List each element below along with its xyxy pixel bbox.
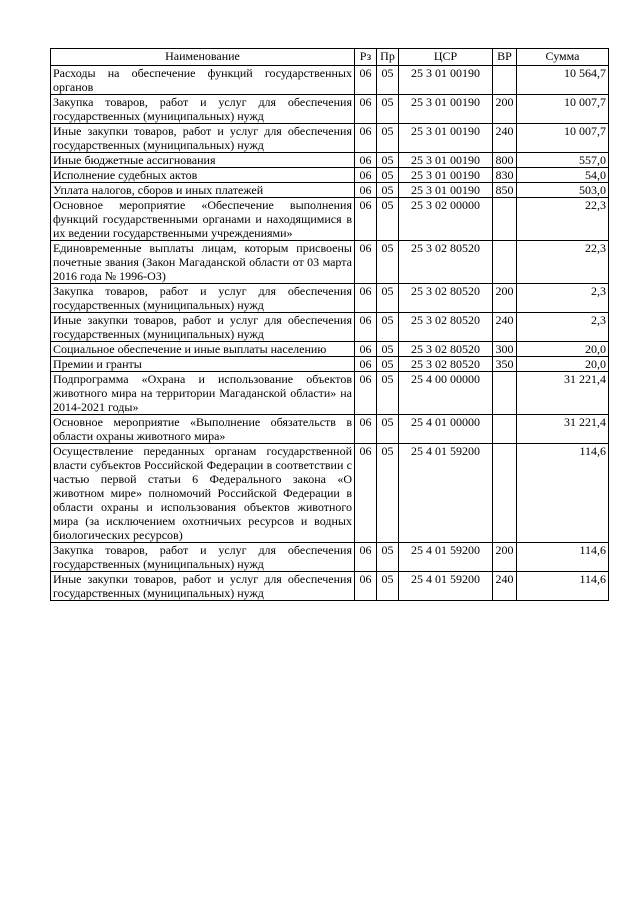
cell-pr: 05: [377, 543, 399, 572]
cell-csr: 25 4 01 59200: [399, 572, 493, 601]
cell-name: Закупка товаров, работ и услуг для обеспечения государственных (муниципальных) нужд: [51, 284, 355, 313]
cell-pr: 05: [377, 372, 399, 415]
cell-vr: [493, 198, 517, 241]
cell-sum: 20,0: [517, 342, 609, 357]
cell-vr: 800: [493, 153, 517, 168]
cell-pr: 05: [377, 168, 399, 183]
cell-name: Осуществление переданных органам государственной власти субъектов Российской Федерации в соответствии с частью первой статьи 6 Федерального закона «О животном мире» полномочий Российской Федерации в области охраны и использования объектов животного мира (за исключением охотничьих ресурсов и водных биологических ресурсов): [51, 444, 355, 543]
cell-name: Единовременные выплаты лицам, которым присвоены почетные звания (Закон Магаданской области от 03 марта 2016 года № 1996-ОЗ): [51, 241, 355, 284]
cell-sum: 10 007,7: [517, 95, 609, 124]
cell-sum: 114,6: [517, 543, 609, 572]
table-row: [51, 415, 609, 444]
cell-name: Основное мероприятие «Обеспечение выполнения функций государственными органами и находящимися в их ведении государственными учреждениями»: [51, 198, 355, 241]
cell-pr: 05: [377, 198, 399, 241]
cell-name: Расходы на обеспечение функций государственных органов: [51, 66, 355, 95]
table-body: [51, 66, 609, 601]
cell-csr: 25 3 01 00190: [399, 183, 493, 198]
table-row: [51, 66, 609, 95]
cell-rz: 06: [355, 415, 377, 444]
table-row: [51, 357, 609, 372]
cell-name: Иные закупки товаров, работ и услуг для обеспечения государственных (муниципальных) нужд: [51, 572, 355, 601]
cell-name: Закупка товаров, работ и услуг для обеспечения государственных (муниципальных) нужд: [51, 95, 355, 124]
table-row: [51, 95, 609, 124]
header-name: Наименование: [51, 49, 355, 66]
cell-vr: 830: [493, 168, 517, 183]
cell-sum: 557,0: [517, 153, 609, 168]
cell-pr: 05: [377, 284, 399, 313]
cell-csr: 25 4 00 00000: [399, 372, 493, 415]
cell-pr: 05: [377, 342, 399, 357]
cell-sum: 22,3: [517, 241, 609, 284]
cell-sum: 54,0: [517, 168, 609, 183]
cell-name: Исполнение судебных актов: [51, 168, 355, 183]
budget-table: [50, 48, 609, 601]
cell-csr: 25 3 01 00190: [399, 95, 493, 124]
cell-vr: 240: [493, 124, 517, 153]
cell-vr: 300: [493, 342, 517, 357]
cell-name: Основное мероприятие «Выполнение обязательств в области охраны животного мира»: [51, 415, 355, 444]
table-row: [51, 342, 609, 357]
cell-sum: 114,6: [517, 572, 609, 601]
cell-csr: 25 3 02 80520: [399, 241, 493, 284]
table-row: [51, 241, 609, 284]
cell-rz: 06: [355, 95, 377, 124]
cell-vr: 200: [493, 284, 517, 313]
cell-rz: 06: [355, 284, 377, 313]
cell-vr: 240: [493, 313, 517, 342]
cell-pr: 05: [377, 183, 399, 198]
cell-rz: 06: [355, 153, 377, 168]
cell-csr: 25 3 02 80520: [399, 313, 493, 342]
cell-csr: 25 3 02 80520: [399, 284, 493, 313]
cell-vr: 240: [493, 572, 517, 601]
cell-pr: 05: [377, 357, 399, 372]
cell-rz: 06: [355, 66, 377, 95]
table-row: [51, 153, 609, 168]
cell-name: Иные закупки товаров, работ и услуг для обеспечения государственных (муниципальных) нужд: [51, 124, 355, 153]
cell-pr: 05: [377, 66, 399, 95]
cell-csr: 25 4 01 00000: [399, 415, 493, 444]
cell-name: Подпрограмма «Охрана и использование объектов животного мира на территории Магаданской области» на 2014-2021 годы»: [51, 372, 355, 415]
cell-csr: 25 3 02 80520: [399, 342, 493, 357]
cell-pr: 05: [377, 95, 399, 124]
cell-vr: [493, 241, 517, 284]
header-rz: Рз: [355, 49, 377, 66]
cell-rz: 06: [355, 572, 377, 601]
cell-sum: 2,3: [517, 284, 609, 313]
table-row: [51, 444, 609, 543]
cell-csr: 25 3 02 00000: [399, 198, 493, 241]
table-row: [51, 183, 609, 198]
cell-rz: 06: [355, 313, 377, 342]
cell-rz: 06: [355, 183, 377, 198]
table-row: [51, 284, 609, 313]
cell-pr: 05: [377, 415, 399, 444]
cell-csr: 25 4 01 59200: [399, 543, 493, 572]
cell-pr: 05: [377, 313, 399, 342]
cell-vr: 350: [493, 357, 517, 372]
cell-sum: 10 564,7: [517, 66, 609, 95]
cell-name: Уплата налогов, сборов и иных платежей: [51, 183, 355, 198]
cell-rz: 06: [355, 372, 377, 415]
cell-pr: 05: [377, 153, 399, 168]
table-row: [51, 198, 609, 241]
cell-csr: 25 3 02 80520: [399, 357, 493, 372]
cell-vr: [493, 66, 517, 95]
cell-vr: 200: [493, 95, 517, 124]
cell-rz: 06: [355, 444, 377, 543]
cell-sum: 10 007,7: [517, 124, 609, 153]
table-row: [51, 124, 609, 153]
cell-rz: 06: [355, 168, 377, 183]
cell-csr: 25 3 01 00190: [399, 124, 493, 153]
table-row: [51, 168, 609, 183]
header-vr: ВР: [493, 49, 517, 66]
cell-vr: [493, 444, 517, 543]
table-row: [51, 572, 609, 601]
cell-csr: 25 3 01 00190: [399, 168, 493, 183]
cell-name: Премии и гранты: [51, 357, 355, 372]
cell-vr: [493, 372, 517, 415]
cell-name: Закупка товаров, работ и услуг для обеспечения государственных (муниципальных) нужд: [51, 543, 355, 572]
cell-vr: [493, 415, 517, 444]
cell-sum: 31 221,4: [517, 372, 609, 415]
cell-name: Социальное обеспечение и иные выплаты населению: [51, 342, 355, 357]
cell-sum: 22,3: [517, 198, 609, 241]
cell-sum: 31 221,4: [517, 415, 609, 444]
cell-rz: 06: [355, 543, 377, 572]
header-csr: ЦСР: [399, 49, 493, 66]
table-row: [51, 543, 609, 572]
cell-sum: 503,0: [517, 183, 609, 198]
cell-sum: 20,0: [517, 357, 609, 372]
cell-csr: 25 3 01 00190: [399, 153, 493, 168]
cell-vr: 850: [493, 183, 517, 198]
cell-pr: 05: [377, 124, 399, 153]
cell-name: Иные закупки товаров, работ и услуг для обеспечения государственных (муниципальных) нужд: [51, 313, 355, 342]
table-row: [51, 372, 609, 415]
cell-name: Иные бюджетные ассигнования: [51, 153, 355, 168]
cell-vr: 200: [493, 543, 517, 572]
cell-csr: 25 4 01 59200: [399, 444, 493, 543]
cell-rz: 06: [355, 357, 377, 372]
table-row: [51, 313, 609, 342]
cell-rz: 06: [355, 241, 377, 284]
cell-rz: 06: [355, 198, 377, 241]
cell-rz: 06: [355, 342, 377, 357]
cell-pr: 05: [377, 572, 399, 601]
cell-sum: 114,6: [517, 444, 609, 543]
header-pr: Пр: [377, 49, 399, 66]
cell-sum: 2,3: [517, 313, 609, 342]
cell-pr: 05: [377, 241, 399, 284]
cell-rz: 06: [355, 124, 377, 153]
cell-pr: 05: [377, 444, 399, 543]
header-sum: Сумма: [517, 49, 609, 66]
cell-csr: 25 3 01 00190: [399, 66, 493, 95]
table-header-row: [51, 49, 609, 66]
